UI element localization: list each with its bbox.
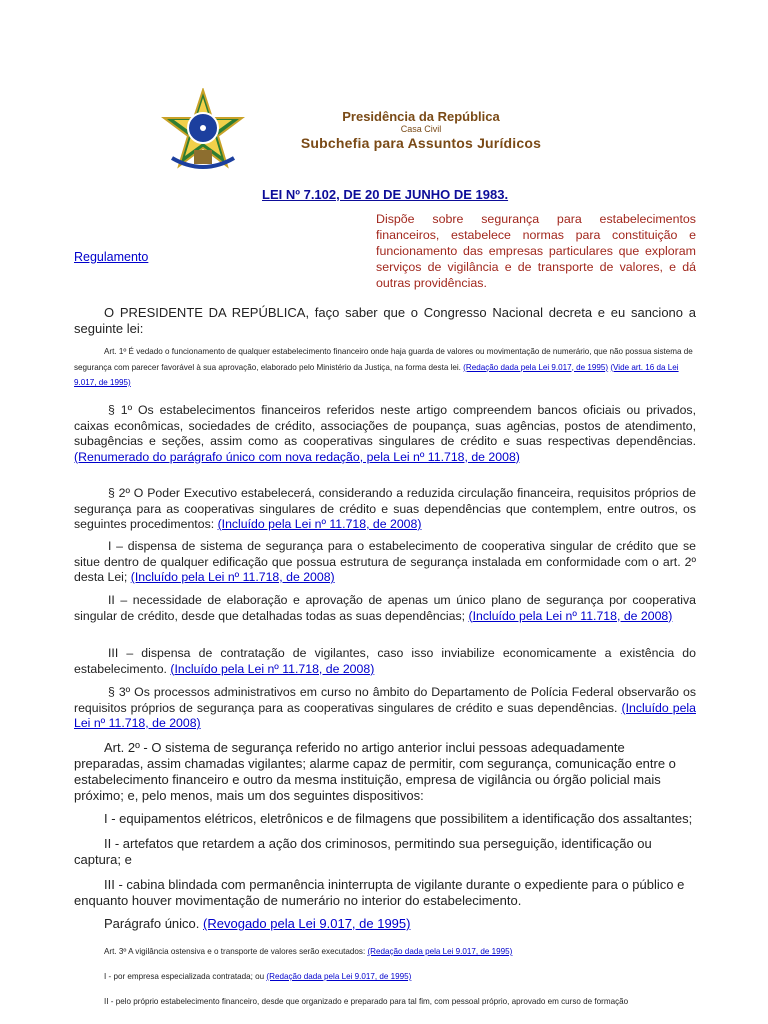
art3-inciso-1 bbox=[74, 969, 696, 985]
art1-paragraph-2 bbox=[74, 486, 696, 533]
paragrafo-unico-link[interactable]: (Revogado pela Lei 9.017, de 1995) bbox=[203, 916, 411, 931]
preamble: O PRESIDENTE DA REPÚBLICA, faço saber que o Congresso Nacional decreta e eu sanciono a seguinte lei: bbox=[74, 305, 696, 336]
art2-inciso-3: III - cabina blindada com permanência ininterrupta de vigilante durante o expediente para o público e enquanto houver movimentação de numerário no interior do estabelecimento. bbox=[74, 877, 685, 908]
header-casa-civil: Casa Civil bbox=[400, 124, 442, 134]
p3-link[interactable]: (Incluído pela Lei nº 11.718, de 2008) bbox=[74, 700, 696, 730]
inc3-text: III – dispensa de contratação de vigilantes, caso isso inviabilize economicamente a existência do estabelecimento. bbox=[74, 646, 696, 676]
art1-paragraph-1 bbox=[74, 403, 696, 465]
inc3-link[interactable]: (Incluído pela Lei nº 11.718, de 2008) bbox=[170, 661, 375, 676]
art1-vide-link[interactable]: (Vide art. 16 da Lei 9.017, de 1995) bbox=[74, 362, 679, 387]
coat-of-arms-icon bbox=[160, 88, 246, 174]
header-subchefia: Subchefia para Assuntos Jurídicos bbox=[300, 135, 542, 151]
paragrafo-unico-text: Parágrafo único. bbox=[104, 916, 200, 931]
law-title-link[interactable]: LEI Nº 7.102, DE 20 DE JUNHO DE 1983. bbox=[262, 187, 509, 202]
art3-i-text: I - por empresa especializada contratada; ou bbox=[104, 972, 265, 981]
inc2-link[interactable]: (Incluído pela Lei nº 11.718, de 2008) bbox=[468, 608, 673, 623]
p2-text: § 2º O Poder Executivo estabelecerá, considerando a reduzida circulação financeira, requisitos próprios de segurança para as cooperativas singulares de crédito e suas dependências que contemplem, entre outros, os seguintes procedimentos: bbox=[74, 486, 696, 531]
header-presidencia: Presidência da República bbox=[342, 109, 500, 124]
art1-paragraph-3 bbox=[74, 685, 696, 732]
inc2-text: II – necessidade de elaboração e aprovação de apenas um único plano de segurança por cooperativa singular de crédito, desde que detalhadas todas as suas dependências; bbox=[74, 593, 696, 623]
inc1-text: I – dispensa de sistema de segurança para o estabelecimento de cooperativa singular de crédito que se situe dentro de qualquer edificação que possua estrutura de segurança instalada em conformidade com o art. 2º desta Lei; bbox=[74, 539, 696, 584]
ementa: Dispõe sobre segurança para estabelecimentos financeiros, estabelece normas para constituição e funcionamento das empresas particulares que exploram serviços de vigilância e de transporte de valores, e dá outras providências. bbox=[376, 212, 696, 290]
art3-i-link[interactable]: (Redação dada pela Lei 9.017, de 1995) bbox=[266, 972, 412, 981]
p2-link[interactable]: (Incluído pela Lei nº 11.718, de 2008) bbox=[217, 517, 422, 531]
art2-inciso-2: II - artefatos que retardem a ação dos criminosos, permitindo sua perseguição, identificação ou captura; e bbox=[74, 836, 652, 867]
regulamento-link[interactable]: Regulamento bbox=[74, 250, 149, 264]
art3-inciso-2: II - pelo próprio estabelecimento financeiro, desde que organizado e preparado para tal fim, com pessoal próprio, aprovado em curso de formação bbox=[104, 997, 629, 1006]
p3-text: § 3º Os processos administrativos em curso no âmbito do Departamento de Polícia Federal observarão os requisitos próprios de segurança para as cooperativas singulares de crédito e suas dependências. bbox=[74, 685, 696, 715]
art2-inciso-1: I - equipamentos elétricos, eletrônicos e de filmagens que possibilitem a identificação dos assaltantes; bbox=[104, 811, 693, 826]
art1-redacao-link[interactable]: (Redação dada pela Lei 9.017, de 1995) bbox=[463, 362, 609, 372]
inciso-3 bbox=[74, 646, 696, 677]
p1-text: § 1º Os estabelecimentos financeiros referidos neste artigo compreendem bancos oficiais ou privados, caixas econômicas, sociedades de crédito, associações de poupança, suas agências, postos de atendimento, subagências e seções, assim como as cooperativas singulares de crédito e suas respectivas dependências. bbox=[74, 403, 696, 448]
paragrafo-unico bbox=[74, 916, 696, 932]
inc1-link[interactable]: (Incluído pela Lei nº 11.718, de 2008) bbox=[130, 570, 335, 584]
art3-link[interactable]: (Redação dada pela Lei 9.017, de 1995) bbox=[367, 947, 513, 956]
p1-link[interactable]: (Renumerado do parágrafo único com nova redação, pela Lei nº 11.718, de 2008) bbox=[74, 449, 520, 464]
art3 bbox=[74, 944, 696, 960]
art2: Art. 2º - O sistema de segurança referido no artigo anterior inclui pessoas adequadamente preparadas, assim chamadas vigilantes; alarme capaz de permitir, com segurança, comunicação entre o estabelecimento financeiro e outro da mesma instituição, empresa de vigilância ou órgão policial mais próximo; e, pelo menos, mais um dos seguintes dispositivos: bbox=[74, 740, 676, 803]
art1 bbox=[74, 344, 696, 391]
inciso-2 bbox=[74, 593, 696, 624]
art3-text: Art. 3º A vigilância ostensiva e o transporte de valores serão executados: bbox=[104, 947, 366, 956]
inciso-1 bbox=[74, 539, 696, 586]
art1-text: Art. 1º É vedado o funcionamento de qualquer estabelecimento financeiro onde haja guarda de valores ou movimentação de numerário, que não possua sistema de segurança com parecer favorável à sua aprovação, elaborado pelo Ministério da Justiça, na forma desta lei. bbox=[74, 347, 693, 372]
